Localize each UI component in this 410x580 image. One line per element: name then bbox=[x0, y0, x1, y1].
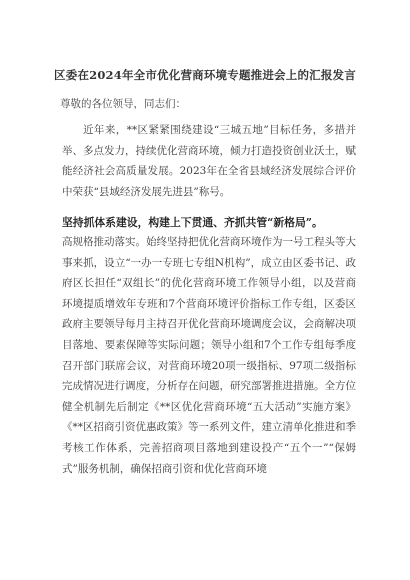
salutation: 尊敬的各位领导，同志们： bbox=[60, 98, 186, 110]
document-title: 区委在2024年全市优化营商环境专题推进会上的汇报发言 bbox=[54, 68, 356, 82]
paragraph-intro: 近年来，**区紧紧围绕建设“三城五地”目标任务，多措并举、多点发力，持续优化营商环境，倾力打造投资创业沃土，赋能经济社会高质量发展。2023年在全省县域经济发展综合评价中荣获“县域经济发展先进县”称号。 bbox=[62, 124, 356, 198]
section-heading: 坚持抓体系建设，构建上下贯通、齐抓共管“新格局”。 bbox=[62, 216, 323, 229]
paragraph-body: 高规格推动落实。始终坚持把优化营商环境作为一号工程头等大事来抓，设立“一办一专班七专组N机构”，成立由区委书记、政府区长担任“双组长”的优化营商环境工作领导小组，以及营商环境提质增效年专班和7个营商环境评价指标工作专组，区委区政府主要领导每月主持召开优化营商环境调度会议，会商解决项目落地、要素保障等实际问题；领导小组和7个工作专组每季度召开部门联席会议，对营商环境20项一级指标、97项二级指标完成情况进行调度，分析存在问题，研究部署推进措施。全方位健全机制先后制定《**区优化营商环境“五大活动”实施方案》《**区招商引资优惠政策》等一系列文件，建立清单化推进和季考核工作体系，完善招商项目落地到建设投产“五个一”“保姆式”服务机制，确保招商引资和优化营商环境 bbox=[62, 236, 356, 475]
